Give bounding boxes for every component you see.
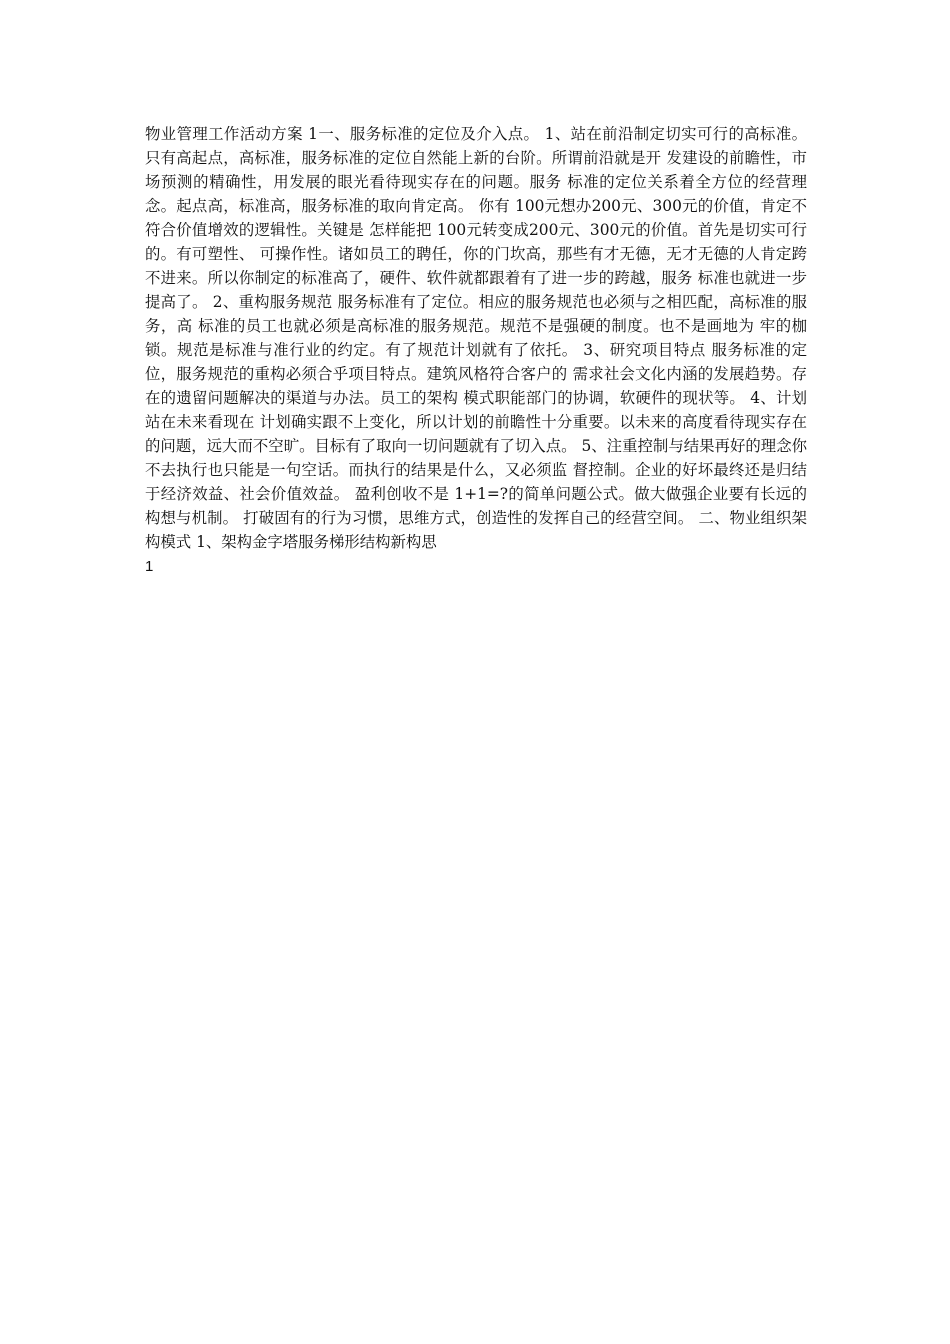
body-paragraph: 物业管理工作活动方案 1一、服务标准的定位及介入点。 1、站在前沿制定切实可行的高标准。 只有高起点，高标准，服务标准的定位自然能上新的台阶。所谓前沿就是开 发建设的前瞻性，市场预测的精确性，用发展的眼光看待现实存在的问题。服务 标准的定位关系着全方位的经营理念。起点高，标准高，服务标准的取向肯定高。 你有 100元想办200元、300元的价值，肯定不符合价值增效的逻辑性。关键是 怎样能把 100元转变成200元、300元的价值。首先是切实可行的。有可塑性、 可操作性。诸如员工的聘任，你的门坎高，那些有才无德，无才无德的人肯定跨 不进来。所以你制定的标准高了，硬件、软件就都跟着有了进一步的跨越，服务 标准也就进一步提高了。 2、重构服务规范 服务标准有了定位。相应的服务规范也必须与之相匹配，高标准的服务，高 标准的员工也就必须是高标准的服务规范。规范不是强硬的制度。也不是画地为 牢的枷锁。规范是标准与准行业的约定。有了规范计划就有了依托。 3、研究项目特点 服务标准的定位，服务规范的重构必须合乎项目特点。建筑风格符合客户的 需求社会文化内涵的发展趋势。存在的遗留问题解决的渠道与办法。员工的架构 模式职能部门的协调，软硬件的现状等。 4、计划站在未来看现在 计划确实跟不上变化，所以计划的前瞻性十分重要。以未来的高度看待现实存在的问题，远大而不空旷。目标有了取向一切问题就有了切入点。 5、注重控制与结果再好的理念你不去执行也只能是一句空话。而执行的结果是什么，又必须监 督控制。企业的好坏最终还是归结于经济效益、社会价值效益。 盈利创收不是 1+1=?的简单问题公式。做大做强企业要有长远的构想与机制。 打破固有的行为习惯，思维方式，创造性的发挥自己的经营空间。 二、物业组织架构模式 1、架构金字塔服务梯形结构新构思 (145, 125, 807, 551)
page-number: 1 (145, 558, 154, 575)
document-content (145, 122, 807, 578)
